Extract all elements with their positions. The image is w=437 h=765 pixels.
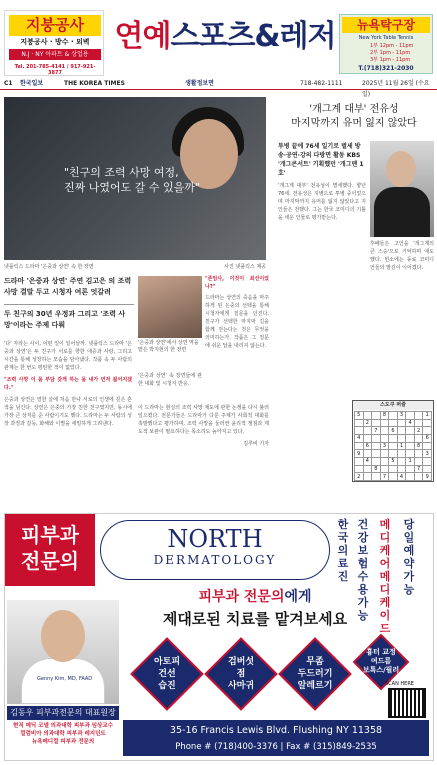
- sudoku-cell[interactable]: [363, 450, 372, 458]
- lead-line: 드라마 '은중과 상연' 주연 김고은 의 조력 사망 결말 두고 시청자 여론 엇갈려: [4, 277, 132, 296]
- sudoku-cell[interactable]: 2: [414, 427, 423, 435]
- photo-suit-shape: [374, 187, 430, 237]
- roofing-ad-phone: Tel. 201-785-4141 / 917-921-3877: [14, 64, 96, 76]
- tt-ad-title: 뉴욕탁구장: [342, 17, 430, 33]
- sudoku-cell[interactable]: [397, 465, 406, 473]
- sudoku-cell[interactable]: [372, 450, 381, 458]
- sudoku-cell[interactable]: [363, 427, 372, 435]
- sudoku-cell[interactable]: [414, 412, 423, 420]
- article-column-1: [4, 340, 132, 428]
- sudoku-cell[interactable]: [397, 434, 406, 442]
- north-dermatology-logo: [100, 520, 330, 580]
- sudoku-cell[interactable]: [380, 450, 389, 458]
- sudoku-cell[interactable]: 8: [414, 442, 423, 450]
- clinic-address: 35-16 Francis Lewis Blvd. Flushing NY 11358: [169, 725, 383, 736]
- sudoku-cell[interactable]: [423, 427, 432, 435]
- sudoku-cell[interactable]: 5: [355, 412, 364, 420]
- sudoku-cell[interactable]: 9: [423, 473, 432, 481]
- sudoku-cell[interactable]: [363, 412, 372, 420]
- side-title-line: '개그계 대부' 전유성: [309, 104, 399, 115]
- ad-vertical-text: 건강보험 수용 가능: [357, 518, 369, 622]
- ad-headline-red: 피부과 전문의: [198, 589, 285, 605]
- sudoku-cell[interactable]: 1: [423, 412, 432, 420]
- scan-label: SCAN HERE: [385, 681, 414, 687]
- sudoku-cell[interactable]: 4: [397, 473, 406, 481]
- sudoku-cell[interactable]: 5: [389, 457, 398, 465]
- credential-line: 컬럼비아 의과대학 피부과 레지던트: [20, 731, 106, 737]
- sudoku-cell[interactable]: [380, 419, 389, 427]
- doctor-name-tag: Genny Kim, MD, FAAD: [37, 676, 93, 682]
- sudoku-cell[interactable]: [389, 465, 398, 473]
- lead-line-2: 두 친구의 30년 우정과 그리고 '조력 사망'이라는 주제 다뤄: [4, 304, 134, 331]
- sudoku-cell[interactable]: [355, 419, 364, 427]
- sudoku-cell[interactable]: 7: [380, 473, 389, 481]
- side-title-line: 마지막까지 유머 잃지 않았다: [291, 118, 417, 129]
- sudoku-cell[interactable]: [389, 419, 398, 427]
- sudoku-cell[interactable]: [406, 442, 415, 450]
- ad-headline: [135, 586, 375, 606]
- article-paragraph: 이 드라마는 현실의 조력 사망 제도에 관한 논쟁을 다시 불러일으켰다. 전문가들은 드라마가 다룬 주제가 사회적 대화를 촉발했다고 평가하며, 조력 사망을 둘러싼 윤리적 쟁점과 제도적 보완이 필요하다는 목소리도 높아지고 있다.: [138, 405, 269, 435]
- brand-sub: DERMATOLOGY: [153, 553, 277, 567]
- sudoku-cell[interactable]: 1: [406, 457, 415, 465]
- sudoku-cell[interactable]: [414, 419, 423, 427]
- tt-hours-row: 2부 1pm - 11pm: [370, 50, 411, 56]
- sudoku-cell[interactable]: [380, 434, 389, 442]
- roofing-ad-line1: 지붕공사 · 방수 · 외벽: [20, 38, 90, 46]
- sudoku-cell[interactable]: [423, 442, 432, 450]
- article-paragraph: 드라마는 상연의 죽음을 마주하게 된 은중의 선택을 통해 시청자에게 질문을 던진다. 친구가 선택한 마지막 길을 함께 걷는다는 것은 무엇을 의미하는가. 작품은 그 질문에 쉬운 답을 내리지 않는다.: [205, 295, 269, 349]
- side-article-subhead: 투병 끝에 76세 일기로 별세 방송·공연·강의 다방면 활동 KBS '개그콘서트' 기획했던 '개그맨 1호': [278, 143, 364, 177]
- sudoku-cell[interactable]: [355, 442, 364, 450]
- sudoku-cell[interactable]: 1: [397, 442, 406, 450]
- photo-quote: [64, 165, 200, 195]
- issue-date: 2025년 11월 26일 (수요일): [362, 80, 430, 98]
- sudoku-cell[interactable]: [389, 450, 398, 458]
- paper-name-en: THE KOREA TIMES: [64, 80, 125, 87]
- sudoku-cell[interactable]: [380, 465, 389, 473]
- article-lead: [4, 276, 134, 331]
- sudoku-cell[interactable]: [414, 457, 423, 465]
- inset-photo-caption: '은중과 상연'에서 상연 역을 맡은 박지현의 한 장면: [138, 340, 199, 353]
- sudoku-cell[interactable]: [406, 473, 415, 481]
- sudoku-cell[interactable]: [389, 412, 398, 420]
- sudoku-cell[interactable]: [355, 427, 364, 435]
- sudoku-cell[interactable]: [363, 473, 372, 481]
- sudoku-cell[interactable]: [372, 412, 381, 420]
- photo-caption-left: 넷플릭스 드라마 '은중과 상연' 속 한 장면: [4, 264, 94, 270]
- side-article-photo[interactable]: [370, 141, 434, 237]
- sudoku-cell[interactable]: [423, 465, 432, 473]
- sudoku-grid: [354, 411, 432, 481]
- sudoku-cell[interactable]: 2: [355, 473, 364, 481]
- side-article-body: '개그계 대부' 전유성이 별세했다. 향년 76세. 전유성은 지병으로 투병 중이었으며 마지막까지 유머를 잃지 않았다고 지인들은 전했다. 그는 한국 코미디의 기틀을 세운 인물로 평가받는다.: [278, 183, 366, 221]
- sudoku-puzzle[interactable]: [352, 400, 434, 482]
- doctor-name: 김동우 피부과전문의 대표원장: [7, 706, 119, 720]
- sudoku-cell[interactable]: [397, 457, 406, 465]
- sudoku-cell[interactable]: 8: [380, 412, 389, 420]
- qr-code-icon[interactable]: [388, 688, 426, 718]
- roofing-ad[interactable]: [4, 10, 104, 76]
- article-byline: 김루비 기자: [243, 441, 269, 447]
- ad-vertical-text: 한국 의료진: [337, 518, 349, 583]
- sudoku-cell[interactable]: 6: [423, 434, 432, 442]
- plus-icon: +: [201, 662, 210, 673]
- sudoku-cell[interactable]: [406, 434, 415, 442]
- sudoku-cell[interactable]: 3: [423, 450, 432, 458]
- sudoku-cell[interactable]: 2: [363, 419, 372, 427]
- sudoku-cell[interactable]: [397, 427, 406, 435]
- sudoku-cell[interactable]: [406, 412, 415, 420]
- roofing-ad-title: 지붕공사: [9, 15, 101, 36]
- sudoku-cell[interactable]: [414, 434, 423, 442]
- service-label: 무좀 두드러기 알레르기: [297, 657, 333, 691]
- article-column-bottom: [138, 404, 269, 448]
- sudoku-cell[interactable]: 9: [355, 450, 364, 458]
- article-column-3: [205, 275, 269, 350]
- sudoku-cell[interactable]: 8: [372, 465, 381, 473]
- sudoku-cell[interactable]: 7: [414, 465, 423, 473]
- section-bar: [0, 78, 437, 98]
- credential-line: 뉴욕메디컬 피부과 전문의: [31, 739, 95, 745]
- sudoku-cell[interactable]: [414, 450, 423, 458]
- plus-icon: +: [349, 662, 358, 673]
- sudoku-cell[interactable]: [355, 465, 364, 473]
- tt-ad-phone: T.(718)321-2030: [358, 65, 414, 72]
- ad-left-title: [5, 514, 95, 586]
- article-paragraph: 은중과 상연은 열한 살에 처음 만나 서로의 인생에 깊은 흔적을 남긴다. 상연은 은중의 가장 친한 친구였지만, 동시에 가장 큰 상처를 준 사람이기도 했다. 드라마는 두 사람의 성장 과정과 갈등, 화해와 이별을 세밀하게 그려낸다.: [4, 397, 132, 427]
- sudoku-cell[interactable]: [372, 442, 381, 450]
- ad-vertical-text: 메디케어 메디케이드: [379, 518, 391, 635]
- main-article-photo[interactable]: [4, 97, 266, 260]
- sudoku-cell[interactable]: [423, 457, 432, 465]
- paper-name-ko: 한국일보: [20, 80, 44, 87]
- ad-vertical-text: 당일 예약 가능: [403, 518, 415, 596]
- photo-quote-line: 진짜 나였어도 갈 수 있을까": [64, 181, 200, 194]
- sudoku-cell[interactable]: 3: [397, 412, 406, 420]
- side-article-title: [278, 103, 430, 131]
- sudoku-cell[interactable]: [406, 427, 415, 435]
- sudoku-cell[interactable]: [372, 419, 381, 427]
- logo-red-part: 연예: [114, 19, 171, 54]
- photo-credit: 사진 넷플릭스 제공: [224, 264, 266, 270]
- sudoku-cell[interactable]: [406, 450, 415, 458]
- sudoku-cell[interactable]: [406, 465, 415, 473]
- sudoku-cell[interactable]: [397, 450, 406, 458]
- clinic-phone: Phone # (718)400-3376 | Fax # (315)849-2535: [175, 742, 377, 752]
- dermatology-ad[interactable]: [4, 513, 434, 761]
- article-paragraph: '다' 자라는 사이, 어떤 일이 일어날까. 넷플릭스 드라마 '은중과 상연'은 두 친구가 서로를 향한 애증과 사랑, 그리고 시간을 통해 성장하는 모습을 담아냈다. 작품 속 두 사람의 관계는 한 번도 평탄한 적이 없었다.: [4, 341, 132, 371]
- logo-blue-part: 스포츠&레저: [170, 19, 336, 54]
- sudoku-cell[interactable]: 3: [380, 442, 389, 450]
- sudoku-cell[interactable]: 7: [372, 427, 381, 435]
- tt-hours-row: 3부 1pm - 11pm: [370, 57, 411, 63]
- table-tennis-ad[interactable]: [339, 14, 433, 74]
- brand-name: NORTH: [167, 525, 263, 553]
- service-label: 검버섯 점 사마귀: [227, 657, 255, 691]
- sudoku-cell[interactable]: 4: [355, 434, 364, 442]
- sudoku-title: 스도쿠 퍼즐: [353, 401, 433, 410]
- sudoku-cell[interactable]: [397, 419, 406, 427]
- service-label: 아토피 건선 습진: [153, 657, 181, 691]
- tt-ad-hours: [370, 43, 428, 64]
- sudoku-cell[interactable]: [372, 457, 381, 465]
- sudoku-cell[interactable]: [389, 442, 398, 450]
- article-subheading: "조력 사망 이 몸 부담 갖게 하는 몸 내가 먼저 짊어지겠다.": [4, 377, 132, 391]
- sudoku-cell[interactable]: 6: [363, 442, 372, 450]
- sudoku-cell[interactable]: [389, 434, 398, 442]
- sudoku-cell[interactable]: [380, 427, 389, 435]
- inset-photo[interactable]: [138, 276, 202, 338]
- side-article-body-2: 후배들은 고인을 '개그계의 큰 스승'으로 기억하며 애도했다. 빈소에는 동료 코미디언들의 발길이 이어졌다.: [370, 241, 434, 271]
- sudoku-cell[interactable]: [423, 419, 432, 427]
- article-subheading: "존엄사, 이것이 최선이었나?": [205, 276, 269, 290]
- sudoku-cell[interactable]: [380, 457, 389, 465]
- roofing-ad-line2: N.J · NY 아파트 & 상업용: [9, 49, 101, 60]
- sudoku-cell[interactable]: [389, 473, 398, 481]
- doctor-credentials: [7, 722, 119, 746]
- ad-left-title-line: 전문의: [21, 549, 79, 573]
- photo-face-shape: [386, 151, 416, 187]
- sudoku-cell[interactable]: 6: [389, 427, 398, 435]
- article-column-2: '은중과 상연' 속 장면들에 관한 대화 및 시청자 반응.: [138, 373, 202, 387]
- sudoku-cell[interactable]: [363, 465, 372, 473]
- sudoku-cell[interactable]: [372, 473, 381, 481]
- doctor-face-shape: [41, 610, 85, 662]
- section-code: C1: [4, 80, 13, 87]
- contact-phone: 718-482-1111: [300, 80, 343, 87]
- credential-line: 현직 메딕 코넬 의과대학 피부과 임상교수: [13, 723, 113, 729]
- section-title: 생활정보면: [185, 80, 214, 87]
- sudoku-cell[interactable]: [372, 434, 381, 442]
- sudoku-cell[interactable]: [355, 457, 364, 465]
- sudoku-cell[interactable]: [363, 434, 372, 442]
- ad-headline-rest: 에게: [284, 589, 312, 605]
- ad-left-title-line: 피부과: [21, 523, 79, 547]
- plus-icon: +: [275, 662, 284, 673]
- sudoku-cell[interactable]: 4: [363, 457, 372, 465]
- sudoku-cell[interactable]: 4: [406, 419, 415, 427]
- service-label: 흉터 교정 여드름 보톡스/필러: [362, 648, 400, 674]
- sudoku-cell[interactable]: [414, 473, 423, 481]
- newspaper-logo: [110, 19, 340, 54]
- clinic-address-box: [123, 720, 429, 756]
- tt-ad-sub: New York Table Tennis: [358, 35, 414, 41]
- tt-hours-row: 1부 12pm - 11pm: [370, 43, 414, 49]
- photo-quote-line: "친구의 조력 사망 여정,: [64, 166, 179, 179]
- ad-headline-2: 제대로된 치료를 맡겨보세요: [162, 610, 348, 628]
- doctor-photo: [7, 600, 119, 704]
